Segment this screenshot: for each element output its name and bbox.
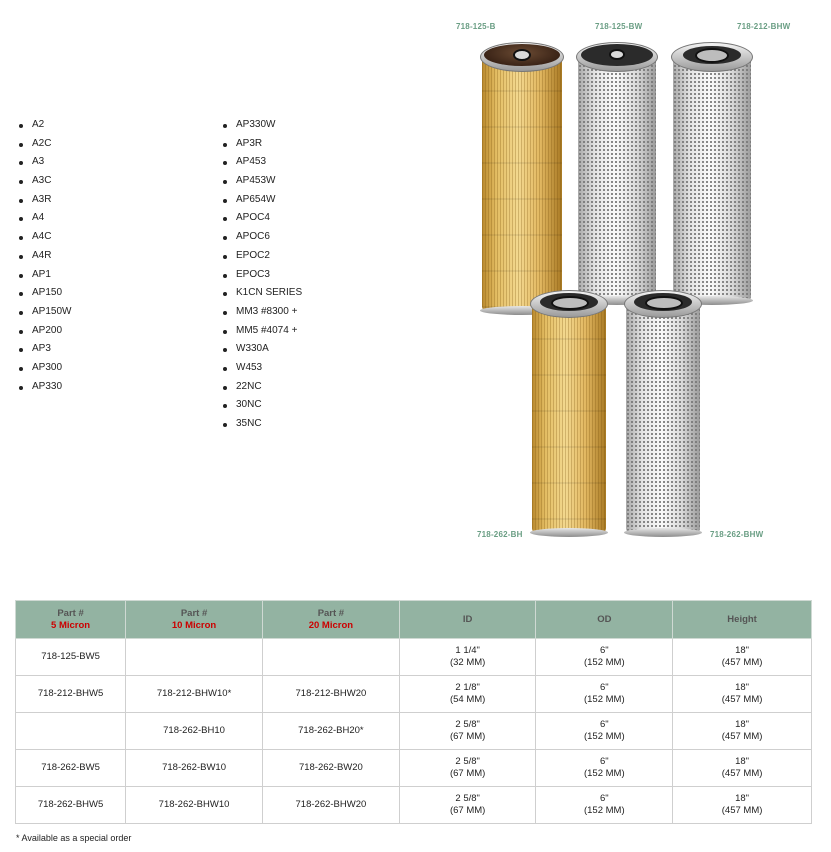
model-list-item: A2 xyxy=(16,116,71,135)
header-part-10-micron xyxy=(126,601,263,639)
model-list-item: AP150 xyxy=(16,284,71,303)
cell-value: 18" xyxy=(735,793,750,804)
cell-value: 2 5/8" xyxy=(455,756,480,767)
cell-part-20-micron xyxy=(262,787,399,824)
cell-metric-value: (152 MM) xyxy=(583,805,625,816)
cell-part-5-micron xyxy=(16,787,126,824)
model-list-item: A3C xyxy=(16,172,71,191)
model-list-item: AP453W xyxy=(220,172,302,191)
photo-label-718-125-b: 718-125-B xyxy=(456,22,496,31)
cell-value: 1 1/4" xyxy=(455,645,480,656)
cell-value: 6" xyxy=(599,719,609,730)
cell-height xyxy=(673,639,812,676)
cell-metric-value: (67 MM) xyxy=(449,805,486,816)
header-part-5-micron xyxy=(16,601,126,639)
cell-od xyxy=(536,750,673,787)
model-list-item: 30NC xyxy=(220,396,302,415)
cell-metric-value: (54 MM) xyxy=(449,694,486,705)
cell-value: 718-262-BH10 xyxy=(163,725,225,736)
filter-718-262-bh-image xyxy=(532,290,606,534)
cell-height xyxy=(673,787,812,824)
cell-metric-value: (457 MM) xyxy=(721,768,763,779)
model-list-item: A2C xyxy=(16,135,71,154)
header-id: ID xyxy=(399,601,536,639)
header-label: Part # xyxy=(57,607,84,619)
model-list-item: A3 xyxy=(16,153,71,172)
model-list-item: AP330 xyxy=(16,378,71,397)
models-column-1 xyxy=(16,116,71,396)
cell-metric-value: (67 MM) xyxy=(449,731,486,742)
cell-part-5-micron xyxy=(16,676,126,713)
cell-value: 718-212-BHW20 xyxy=(295,688,367,699)
photo-label-718-262-bh: 718-262-BH xyxy=(477,530,523,539)
table-header-row xyxy=(16,601,812,639)
cell-value: 718-262-BW20 xyxy=(298,762,363,773)
table-row xyxy=(16,750,812,787)
filter-718-125-b-image xyxy=(482,42,562,312)
cell-od xyxy=(536,713,673,750)
cell-value: 718-262-BH20* xyxy=(298,725,364,736)
cell-value: 2 1/8" xyxy=(455,682,480,693)
cell-id xyxy=(399,676,536,713)
special-order-footnote: * Available as a special order xyxy=(16,833,132,843)
cell-height xyxy=(673,676,812,713)
table-row xyxy=(16,639,812,676)
cell-value: 718-212-BHW5 xyxy=(37,688,104,699)
cell-value: 2 5/8" xyxy=(455,793,480,804)
cell-metric-value: (152 MM) xyxy=(583,768,625,779)
model-list-item: AP1 xyxy=(16,266,71,285)
cell-metric-value: (67 MM) xyxy=(449,768,486,779)
model-list-item: EPOC2 xyxy=(220,247,302,266)
header-micron: 5 Micron xyxy=(51,619,91,631)
model-list-item: 22NC xyxy=(220,378,302,397)
cell-part-10-micron xyxy=(126,676,263,713)
model-list-item: AP150W xyxy=(16,303,71,322)
cell-metric-value: (152 MM) xyxy=(583,657,625,668)
cell-od xyxy=(536,676,673,713)
cell-value: 718-125-BW5 xyxy=(41,651,100,662)
model-list-item: A4C xyxy=(16,228,71,247)
model-list-item: AP654W xyxy=(220,191,302,210)
model-list-item: A3R xyxy=(16,191,71,210)
photo-label-718-212-bhw: 718-212-BHW xyxy=(737,22,791,31)
header-micron: 10 Micron xyxy=(171,619,217,631)
filter-product-photo xyxy=(440,14,820,544)
cell-metric-value: (152 MM) xyxy=(583,731,625,742)
cell-value: 6" xyxy=(599,793,609,804)
cell-metric-value: (32 MM) xyxy=(449,657,486,668)
cell-part-10-micron xyxy=(126,713,263,750)
model-list-item: W330A xyxy=(220,340,302,359)
header-height: Height xyxy=(673,601,812,639)
model-list-item: MM5 #4074 + xyxy=(220,322,302,341)
model-list-item: APOC4 xyxy=(220,209,302,228)
model-list-item: K1CN SERIES xyxy=(220,284,302,303)
cell-height xyxy=(673,750,812,787)
model-list-item: AP453 xyxy=(220,153,302,172)
cell-id xyxy=(399,713,536,750)
header-part-20-micron xyxy=(262,601,399,639)
header-label: Part # xyxy=(317,607,345,619)
cell-metric-value: (457 MM) xyxy=(721,731,763,742)
cell-od xyxy=(536,787,673,824)
cell-part-20-micron xyxy=(262,750,399,787)
cell-part-20-micron xyxy=(262,676,399,713)
cell-value: 718-262-BHW5 xyxy=(37,799,104,810)
cell-part-5-micron xyxy=(16,750,126,787)
cell-value: 718-212-BHW10* xyxy=(156,688,232,699)
photo-label-718-125-bw: 718-125-BW xyxy=(595,22,643,31)
cell-value: 6" xyxy=(599,756,609,767)
model-list-item: AP330W xyxy=(220,116,302,135)
cell-value: 6" xyxy=(599,645,609,656)
cell-height xyxy=(673,713,812,750)
model-list-item: AP300 xyxy=(16,359,71,378)
model-list-item: AP3 xyxy=(16,340,71,359)
cell-id xyxy=(399,787,536,824)
cell-metric-value: (457 MM) xyxy=(721,694,763,705)
cell-metric-value: (152 MM) xyxy=(583,694,625,705)
cell-part-20-micron xyxy=(262,713,399,750)
cell-value: 718-262-BW5 xyxy=(41,762,100,773)
cell-part-5-micron xyxy=(16,639,126,676)
models-column-2 xyxy=(220,116,302,434)
cell-value: 6" xyxy=(599,682,609,693)
cell-value: 18" xyxy=(735,756,750,767)
photo-label-718-262-bhw: 718-262-BHW xyxy=(710,530,764,539)
header-od: OD xyxy=(536,601,673,639)
filter-718-125-bw-image xyxy=(578,42,656,302)
filter-718-212-bhw-image xyxy=(673,42,751,302)
cell-value: 18" xyxy=(735,682,750,693)
table-body xyxy=(16,639,812,824)
cell-part-10-micron xyxy=(126,750,263,787)
cell-part-10-micron xyxy=(126,787,263,824)
cell-part-5-micron xyxy=(16,713,126,750)
model-list-item: AP3R xyxy=(220,135,302,154)
cell-value: 18" xyxy=(735,645,750,656)
model-list-item: W453 xyxy=(220,359,302,378)
cell-od xyxy=(536,639,673,676)
cell-value: 718-262-BHW10 xyxy=(158,799,230,810)
model-list-item: EPOC3 xyxy=(220,266,302,285)
cell-part-10-micron xyxy=(126,639,263,676)
model-list-item: A4 xyxy=(16,209,71,228)
cell-part-20-micron xyxy=(262,639,399,676)
filter-718-262-bhw-image xyxy=(626,290,700,534)
cell-id xyxy=(399,750,536,787)
model-list-item: APOC6 xyxy=(220,228,302,247)
table-row xyxy=(16,713,812,750)
cell-value: 2 5/8" xyxy=(455,719,480,730)
model-list-item: A4R xyxy=(16,247,71,266)
cell-value: 718-262-BHW20 xyxy=(295,799,367,810)
table-row xyxy=(16,676,812,713)
model-list-item: AP200 xyxy=(16,322,71,341)
cell-id xyxy=(399,639,536,676)
model-list-item: MM3 #8300 + xyxy=(220,303,302,322)
filter-spec-table xyxy=(15,600,812,824)
table-row xyxy=(16,787,812,824)
model-list-item: 35NC xyxy=(220,415,302,434)
cell-value: 718-262-BW10 xyxy=(162,762,226,773)
header-micron: 20 Micron xyxy=(308,619,354,631)
cell-metric-value: (457 MM) xyxy=(721,805,763,816)
header-label: Part # xyxy=(180,607,208,619)
cell-metric-value: (457 MM) xyxy=(721,657,763,668)
cell-value: 18" xyxy=(735,719,750,730)
